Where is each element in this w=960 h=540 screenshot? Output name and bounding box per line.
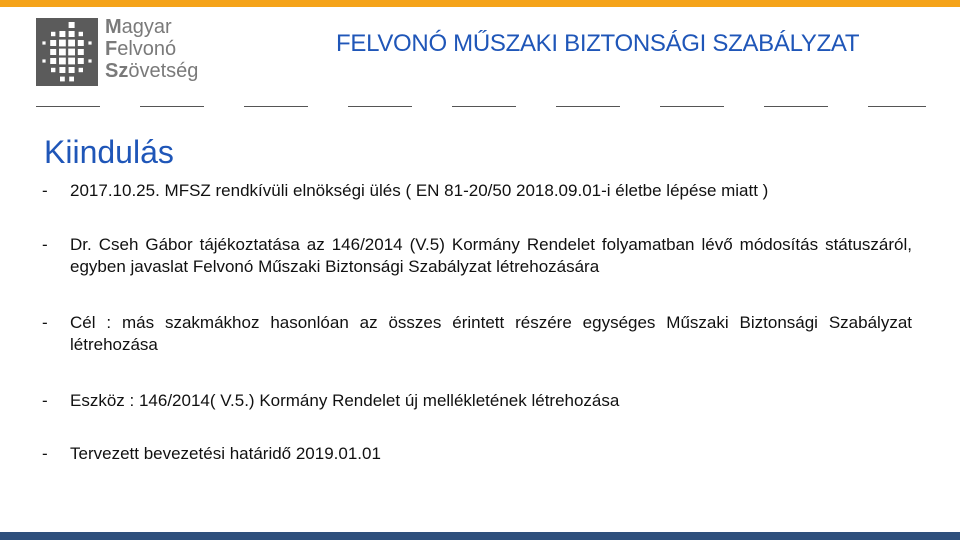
bullet-marker: - (42, 444, 48, 463)
logo-dot (42, 41, 45, 44)
logo-dot (78, 49, 84, 55)
logo-dot (78, 58, 84, 64)
divider-segment (140, 106, 204, 107)
logo (36, 18, 198, 88)
logo-dot (59, 67, 65, 73)
divider-segment (452, 106, 516, 107)
divider-segment (244, 106, 308, 107)
divider-segment (556, 106, 620, 107)
bullet-marker: - (42, 181, 48, 200)
logo-dot (51, 32, 55, 36)
logo-line-2: Felvonó (105, 38, 177, 60)
logo-dot (68, 49, 75, 56)
logo-dot (42, 59, 45, 62)
logo-dot (69, 22, 75, 28)
list-item (42, 312, 912, 356)
logo-dot (68, 40, 75, 47)
logo-dot-grid-icon (36, 18, 98, 86)
list-item (42, 234, 912, 278)
logo-dot (68, 58, 75, 65)
logo-dot (59, 31, 65, 37)
logo-dot (79, 68, 83, 72)
logo-dot (51, 68, 55, 72)
divider-segment (764, 106, 828, 107)
bullet-marker: - (42, 313, 48, 332)
section-heading: Kiindulás (44, 134, 174, 170)
logo-dot (50, 58, 56, 64)
logo-dot (50, 49, 56, 55)
logo-dot (88, 41, 91, 44)
logo-line-1: Magyar (105, 16, 172, 38)
list-item (42, 443, 912, 465)
top-accent-bar (0, 0, 960, 7)
logo-dot (79, 32, 83, 36)
bullet-marker: - (42, 391, 48, 410)
list-item (42, 180, 912, 202)
bullet-text: Eszköz : 146/2014( V.5.) Kormány Rendelet új mellékletének létrehozása (70, 391, 620, 410)
divider-segment (660, 106, 724, 107)
bullet-marker: - (42, 235, 48, 254)
logo-dot (69, 67, 75, 73)
bullet-text: 2017.10.25. MFSZ rendkívüli elnökségi ülés ( EN 81-20/50 2018.09.01-i életbe lépése miatt ) (70, 181, 769, 200)
logo-line-3: Szövetség (105, 60, 199, 82)
logo-wordmark (105, 16, 198, 82)
logo-dot (88, 59, 91, 62)
divider-segment (348, 106, 412, 107)
document-title: FELVONÓ MŰSZAKI BIZTONSÁGI SZABÁLYZAT (336, 30, 860, 57)
bullet-text: Cél : más szakmákhoz hasonlóan az összes érintett részére egységes Műszaki Biztonsági Szabályzat létrehozása (70, 313, 912, 354)
logo-dot (59, 40, 66, 47)
logo-dot (69, 31, 75, 37)
logo-dot (69, 77, 74, 82)
bullet-text: Tervezett bevezetési határidő 2019.01.01 (70, 444, 381, 463)
logo-dot (78, 40, 84, 46)
logo-dot (59, 58, 66, 65)
bullet-text: Dr. Cseh Gábor tájékoztatása az 146/2014 (V.5) Kormány Rendelet folyamatban lévő módosítás státuszáról, egyben javaslat Felvonó Műszaki Biztonsági Szabályzat létrehozására (70, 235, 912, 276)
bottom-accent-bar (0, 532, 960, 540)
logo-dot (50, 40, 56, 46)
logo-dot (59, 49, 66, 56)
header-divider (36, 106, 926, 108)
list-item (42, 390, 912, 412)
logo-dot (60, 77, 65, 82)
divider-segment (868, 106, 926, 107)
divider-segment (36, 106, 100, 107)
